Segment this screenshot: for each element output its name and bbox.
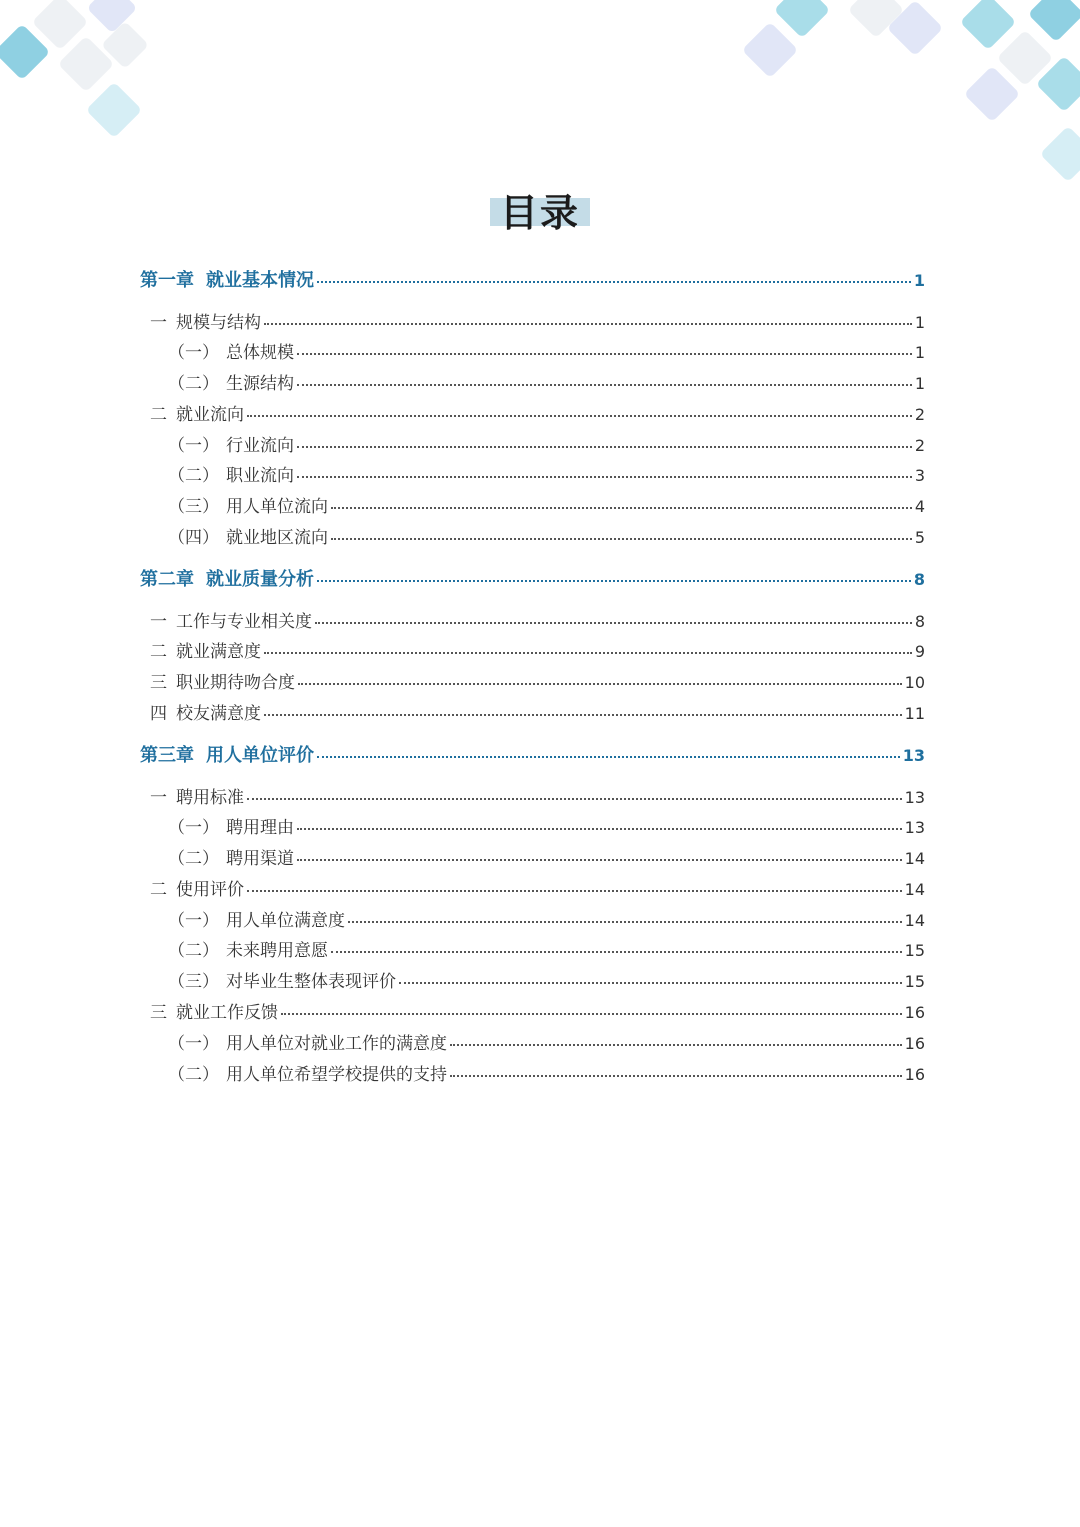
toc-entry-title: 工作与专业相关度: [176, 612, 312, 632]
dot-leader: [247, 415, 912, 417]
toc-entry-label: [0, 308, 261, 333]
toc-page-number: 16: [904, 1003, 925, 1022]
toc-entry-title: 使用评价: [176, 880, 244, 900]
toc-entry-label: [0, 668, 295, 693]
toc-entry-label: [0, 400, 244, 425]
toc-entry[interactable]: [0, 431, 925, 455]
toc-page-number: 15: [904, 972, 925, 991]
toc-entry[interactable]: [0, 936, 925, 960]
toc-entry[interactable]: [0, 607, 925, 631]
toc-entry[interactable]: [0, 844, 925, 868]
toc-entry-number: （二）: [168, 466, 219, 486]
toc-page-number: 5: [914, 528, 925, 547]
toc-entry-label: [0, 461, 294, 486]
toc-entry[interactable]: [0, 699, 925, 723]
toc-entry-label: [0, 1029, 447, 1054]
dot-leader: [264, 323, 912, 325]
dot-leader: [331, 951, 902, 953]
dot-leader: [297, 384, 912, 386]
toc-entry-title: 职业期待吻合度: [176, 673, 295, 693]
toc-entry-title: 用人单位对就业工作的满意度: [226, 1034, 447, 1054]
toc-entry-label: [0, 565, 314, 591]
toc-page-number: 2: [914, 436, 925, 455]
toc-entry-number: 三: [150, 1003, 167, 1023]
dot-leader: [317, 281, 911, 283]
toc-entry-title: 用人单位满意度: [226, 911, 345, 931]
toc-entry-number: 一: [150, 612, 167, 632]
dot-leader: [297, 353, 912, 355]
toc-entry[interactable]: [0, 668, 925, 692]
toc-page-number: 2: [914, 405, 925, 424]
toc-entry[interactable]: [0, 998, 925, 1022]
dot-leader: [450, 1044, 902, 1046]
toc-entry-title: 用人单位流向: [226, 497, 328, 517]
toc-page-number: 8: [913, 570, 925, 589]
toc-entry-number: 三: [150, 673, 167, 693]
toc-entry-title: 总体规模: [226, 343, 294, 363]
toc-entry-number: （二）: [168, 374, 219, 394]
dot-leader: [317, 756, 900, 758]
dot-leader: [247, 798, 902, 800]
dot-leader: [297, 859, 902, 861]
toc-entry[interactable]: [0, 338, 925, 362]
toc-page-number: 13: [902, 746, 925, 765]
toc-entry-number: 第一章: [140, 270, 194, 291]
toc-entry-label: [0, 998, 278, 1023]
toc-page-number: 13: [904, 788, 925, 807]
toc-entry-number: （四）: [168, 528, 219, 548]
toc-page-number: 8: [914, 612, 925, 631]
toc-page-number: 1: [914, 374, 925, 393]
dot-leader: [247, 890, 902, 892]
toc-chapter-entry[interactable]: [0, 266, 925, 290]
toc-entry-label: [0, 741, 314, 767]
toc-entry-number: 第二章: [140, 569, 194, 590]
toc-entry-number: 第三章: [140, 745, 194, 766]
dot-leader: [317, 580, 911, 582]
toc-entry-title: 校友满意度: [176, 704, 261, 724]
toc-chapter-entry[interactable]: [0, 741, 925, 765]
dot-leader: [348, 921, 902, 923]
toc-entry[interactable]: [0, 523, 925, 547]
toc-entry-number: （一）: [168, 1034, 219, 1054]
toc-page-number: 14: [904, 880, 925, 899]
toc-entry-label: [0, 338, 294, 363]
toc-entry-number: （一）: [168, 818, 219, 838]
toc-entry-label: [0, 699, 261, 724]
toc-entry-number: 一: [150, 788, 167, 808]
toc-page-number: 14: [904, 911, 925, 930]
toc-page-number: 10: [904, 673, 925, 692]
page-title: 目录: [499, 191, 580, 235]
toc-entry[interactable]: [0, 308, 925, 332]
toc-page-number: 16: [904, 1034, 925, 1053]
toc-entry-label: [0, 607, 312, 632]
toc-entry-title: 就业基本情况: [206, 270, 314, 291]
toc-entry[interactable]: [0, 400, 925, 424]
toc-entry[interactable]: [0, 492, 925, 516]
dot-leader: [264, 714, 902, 716]
dot-leader: [399, 982, 902, 984]
toc-entry-title: 用人单位评价: [206, 745, 314, 766]
toc-entry-title: 聘用理由: [226, 818, 294, 838]
toc-page-number: 11: [904, 704, 925, 723]
toc-entry-title: 就业流向: [176, 405, 244, 425]
toc-entry-label: [0, 431, 294, 456]
toc-entry-label: [0, 875, 244, 900]
dot-leader: [297, 446, 912, 448]
toc-entry-number: （三）: [168, 972, 219, 992]
toc-entry[interactable]: [0, 637, 925, 661]
toc-entry-title: 就业质量分析: [206, 569, 314, 590]
toc-entry-number: （一）: [168, 911, 219, 931]
toc-page-number: 13: [904, 818, 925, 837]
toc-entry-label: [0, 783, 244, 808]
toc-entry-label: [0, 523, 328, 548]
toc-entry-number: （一）: [168, 343, 219, 363]
toc-entry[interactable]: [0, 369, 925, 393]
toc-entry-title: 对毕业生整体表现评价: [226, 972, 396, 992]
toc-entry-title: 聘用渠道: [226, 849, 294, 869]
dot-leader: [298, 683, 902, 685]
dot-leader: [297, 476, 912, 478]
toc-entry-number: （二）: [168, 941, 219, 961]
toc-entry[interactable]: [0, 1060, 925, 1084]
toc-entry[interactable]: [0, 783, 925, 807]
dot-leader: [450, 1075, 902, 1077]
toc-page-number: 9: [914, 642, 925, 661]
toc-entry-number: 四: [150, 704, 167, 724]
toc-entry[interactable]: [0, 813, 925, 837]
toc-entry-number: （一）: [168, 436, 219, 456]
toc-entry-title: 聘用标准: [176, 788, 244, 808]
toc-page-number: 3: [914, 466, 925, 485]
dot-leader: [281, 1013, 902, 1015]
toc-entry[interactable]: [0, 461, 925, 485]
toc-page-number: 1: [913, 271, 925, 290]
dot-leader: [331, 507, 912, 509]
toc-entry-number: 二: [150, 642, 167, 662]
toc-chapter-entry[interactable]: [0, 565, 925, 589]
toc-entry-label: [0, 936, 328, 961]
toc-entry[interactable]: [0, 875, 925, 899]
toc-entry-title: 行业流向: [226, 436, 294, 456]
toc-page-number: 14: [904, 849, 925, 868]
toc-entry-title: 就业地区流向: [226, 528, 328, 548]
toc-entry[interactable]: [0, 1029, 925, 1053]
toc-entry-title: 就业满意度: [176, 642, 261, 662]
toc-entry-title: 用人单位希望学校提供的支持: [226, 1065, 447, 1085]
dot-leader: [264, 652, 912, 654]
toc-entry[interactable]: [0, 906, 925, 930]
toc-entry-title: 职业流向: [226, 466, 294, 486]
toc-entry-title: 未来聘用意愿: [226, 941, 328, 961]
toc-entry-number: （二）: [168, 1065, 219, 1085]
toc-entry-number: （二）: [168, 849, 219, 869]
toc-entry-label: [0, 906, 345, 931]
toc-entry-label: [0, 1060, 447, 1085]
toc-page-number: 4: [914, 497, 925, 516]
toc-entry-label: [0, 844, 294, 869]
dot-leader: [331, 538, 912, 540]
toc-page-number: 1: [914, 343, 925, 362]
toc-entry-number: （三）: [168, 497, 219, 517]
toc-entry-title: 生源结构: [226, 374, 294, 394]
toc-entry-label: [0, 813, 294, 838]
toc-entry-label: [0, 369, 294, 394]
toc-entry[interactable]: [0, 967, 925, 991]
toc-page-number: 16: [904, 1065, 925, 1084]
toc-entry-number: 二: [150, 880, 167, 900]
toc-entry-label: [0, 266, 314, 292]
toc-entry-label: [0, 637, 261, 662]
toc-entry-title: 就业工作反馈: [176, 1003, 278, 1023]
toc-entry-label: [0, 492, 328, 517]
toc-entry-number: 二: [150, 405, 167, 425]
dot-leader: [315, 622, 912, 624]
toc-entry-title: 规模与结构: [176, 313, 261, 333]
toc-entry-number: 一: [150, 313, 167, 333]
toc-page-number: 1: [914, 313, 925, 332]
toc-entry-label: [0, 967, 396, 992]
dot-leader: [297, 828, 902, 830]
toc-page-number: 15: [904, 941, 925, 960]
